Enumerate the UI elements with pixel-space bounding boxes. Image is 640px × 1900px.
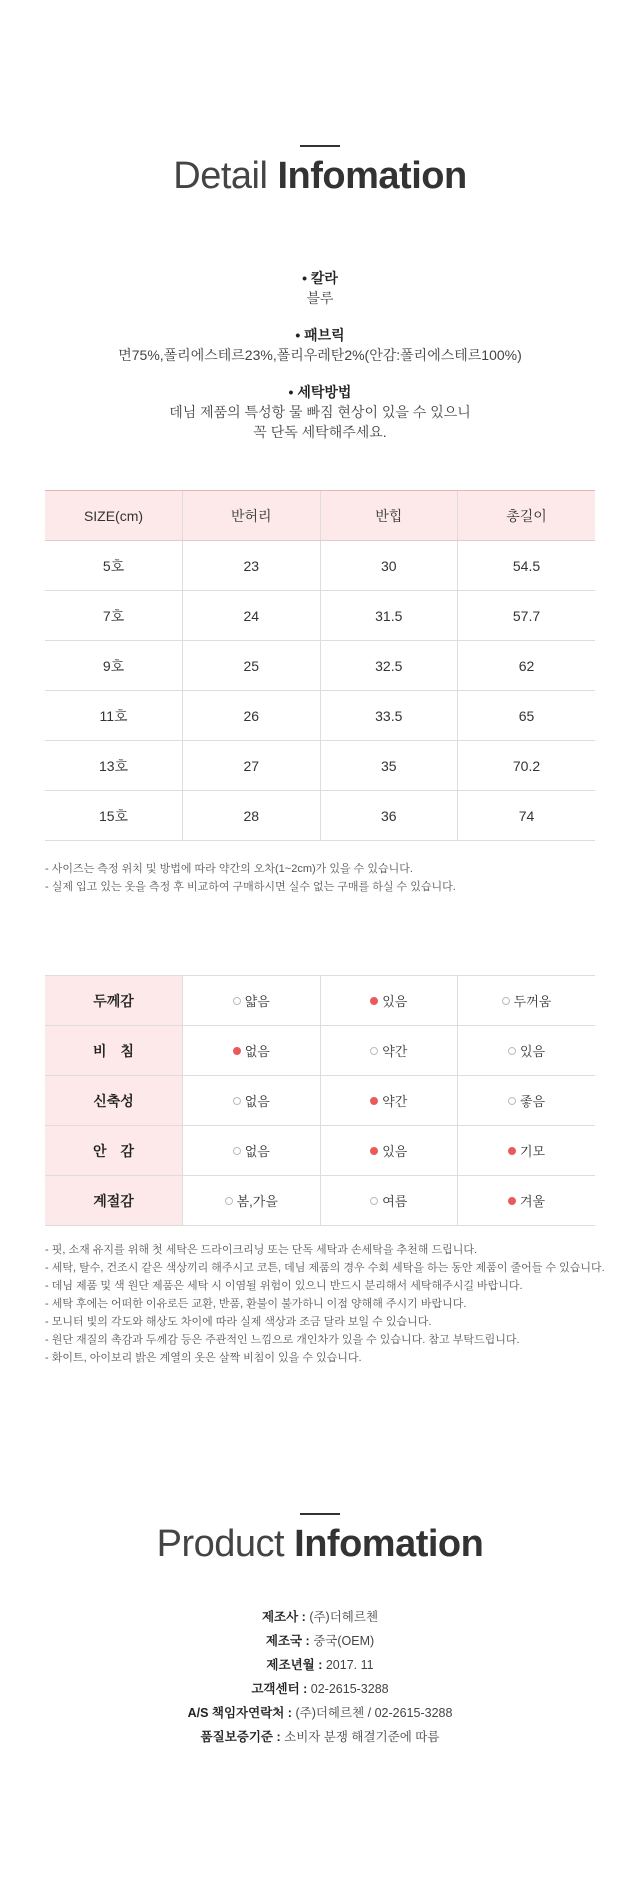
table-row bbox=[45, 591, 595, 641]
note-line: - 세탁, 탈수, 건조시 같은 색상끼리 해주시고 코튼, 데님 제품의 경우 수회 세탁을 하는 동안 제품이 줄어들 수 있습니다. bbox=[45, 1262, 605, 1274]
info-value: (주)더헤르첸 / 02-2615-3288 bbox=[291, 1706, 453, 1720]
detail-item-washing: • 세탁방법 데님 제품의 특성항 물 빠짐 현상이 있을 수 있으니 꼭 단독 세탁해주세요. bbox=[0, 382, 640, 442]
size-notes bbox=[45, 860, 605, 896]
size-cell: 13호 bbox=[45, 741, 183, 791]
hip-header: 반힙 bbox=[320, 491, 458, 541]
radio-dot-icon bbox=[508, 1097, 516, 1105]
product-info-row bbox=[0, 1653, 640, 1677]
product-info-row bbox=[0, 1725, 640, 1749]
hip-cell: 31.5 bbox=[320, 591, 458, 641]
product-title-light: Product bbox=[156, 1523, 285, 1565]
feel-label: 안 감 bbox=[45, 1126, 183, 1176]
detail-value: 블루 bbox=[306, 290, 334, 306]
detail-head: 패브릭 bbox=[304, 327, 345, 343]
size-cell: 7호 bbox=[45, 591, 183, 641]
info-label: 품질보증기준 : bbox=[200, 1730, 281, 1744]
note-line: - 사이즈는 측정 위치 및 방법에 따라 약간의 오차(1~2cm)가 있을 수 있습니다. bbox=[45, 863, 413, 875]
note-line: - 모니터 빛의 각도와 해상도 차이에 따라 실제 색상과 조금 달라 보일 수 있습니다. bbox=[45, 1316, 432, 1328]
info-value: (주)더헤르첸 bbox=[305, 1610, 379, 1624]
radio-dot-icon bbox=[508, 1047, 516, 1055]
table-row bbox=[45, 741, 595, 791]
fabric-feel-table bbox=[45, 975, 595, 1226]
radio-dot-icon bbox=[370, 997, 378, 1005]
table-row bbox=[45, 1176, 595, 1226]
length-header: 총길이 bbox=[458, 491, 596, 541]
waist-cell: 23 bbox=[183, 541, 321, 591]
note-line: - 화이트, 아이보리 밝은 계열의 옷은 살짝 비침이 있을 수 있습니다. bbox=[45, 1352, 362, 1364]
radio-dot-icon bbox=[502, 997, 510, 1005]
hip-cell: 32.5 bbox=[320, 641, 458, 691]
feel-option: 두꺼움 bbox=[513, 994, 552, 1009]
detail-value: 꼭 단독 세탁해주세요. bbox=[253, 424, 387, 440]
size-cell: 11호 bbox=[45, 691, 183, 741]
waist-cell: 28 bbox=[183, 791, 321, 841]
feel-label: 두께감 bbox=[45, 976, 183, 1026]
waist-cell: 24 bbox=[183, 591, 321, 641]
info-label: 제조국 : bbox=[265, 1634, 310, 1648]
detail-item-fabric: • 패브릭 면75%,폴리에스테르23%,폴리우레탄2%(안감:폴리에스테르100%) bbox=[0, 325, 640, 365]
feel-option: 있음 bbox=[519, 1044, 546, 1059]
feel-option: 겨울 bbox=[519, 1194, 546, 1209]
feel-label: 비 침 bbox=[45, 1026, 183, 1076]
size-header: SIZE(cm) bbox=[45, 491, 183, 541]
product-info-row bbox=[0, 1677, 640, 1701]
hip-cell: 35 bbox=[320, 741, 458, 791]
feel-option: 약간 bbox=[382, 1094, 408, 1109]
size-cell: 5호 bbox=[45, 541, 183, 591]
feel-option: 봄,가을 bbox=[236, 1194, 278, 1209]
feel-option: 없음 bbox=[244, 1144, 270, 1159]
radio-dot-icon bbox=[233, 997, 241, 1005]
radio-dot-icon bbox=[233, 1147, 241, 1155]
table-row bbox=[45, 791, 595, 841]
note-line: - 세탁 후에는 어떠한 이유로든 교환, 반품, 환불이 불가하니 이점 양해해 주시기 바랍니다. bbox=[45, 1298, 467, 1310]
radio-dot-icon bbox=[370, 1047, 378, 1055]
table-row bbox=[45, 1026, 595, 1076]
table-row bbox=[45, 1076, 595, 1126]
table-row bbox=[45, 641, 595, 691]
waist-cell: 27 bbox=[183, 741, 321, 791]
info-value: 2017. 11 bbox=[322, 1658, 374, 1672]
table-row bbox=[45, 541, 595, 591]
detail-item-color: • 칼라 블루 bbox=[0, 268, 640, 308]
info-value: 소비자 분쟁 해결기준에 따름 bbox=[280, 1730, 440, 1744]
note-line: - 데님 제품 및 색 원단 제품은 세탁 시 이염될 위험이 있으니 반드시 분리해서 세탁해주시길 바랍니다. bbox=[45, 1280, 523, 1292]
waist-cell: 26 bbox=[183, 691, 321, 741]
detail-head: 칼라 bbox=[310, 270, 338, 286]
note-line: - 핏, 소재 유지를 위해 첫 세탁은 드라이크리닝 또는 단독 세탁과 손세탁을 추천해 드립니다. bbox=[45, 1244, 478, 1256]
radio-dot-icon bbox=[370, 1097, 378, 1105]
info-label: A/S 책임자연락처 : bbox=[187, 1706, 292, 1720]
radio-dot-icon bbox=[233, 1097, 241, 1105]
feel-option: 기모 bbox=[519, 1144, 546, 1159]
length-cell: 70.2 bbox=[458, 741, 596, 791]
table-header-row bbox=[45, 491, 595, 541]
detail-title bbox=[0, 155, 640, 198]
feel-option: 좋음 bbox=[519, 1094, 546, 1109]
info-label: 고객센터 : bbox=[251, 1682, 308, 1696]
info-label: 제조사 : bbox=[261, 1610, 306, 1624]
length-cell: 62 bbox=[458, 641, 596, 691]
product-info-row bbox=[0, 1605, 640, 1629]
radio-dot-icon bbox=[508, 1147, 516, 1155]
length-cell: 57.7 bbox=[458, 591, 596, 641]
size-cell: 9호 bbox=[45, 641, 183, 691]
feel-label: 계절감 bbox=[45, 1176, 183, 1226]
detail-value: 면75%,폴리에스테르23%,폴리우레탄2%(안감:폴리에스테르100%) bbox=[118, 347, 522, 363]
length-cell: 54.5 bbox=[458, 541, 596, 591]
length-cell: 74 bbox=[458, 791, 596, 841]
waist-cell: 25 bbox=[183, 641, 321, 691]
feel-label: 신축성 bbox=[45, 1076, 183, 1126]
detail-value: 데님 제품의 특성항 물 빠짐 현상이 있을 수 있으니 bbox=[169, 404, 471, 420]
section-divider bbox=[300, 145, 340, 147]
hip-cell: 30 bbox=[320, 541, 458, 591]
feel-option: 얇음 bbox=[244, 994, 270, 1009]
feel-option: 여름 bbox=[382, 1194, 408, 1209]
table-row bbox=[45, 976, 595, 1026]
waist-header: 반허리 bbox=[183, 491, 321, 541]
hip-cell: 33.5 bbox=[320, 691, 458, 741]
detail-title-bold: Infomation bbox=[277, 155, 467, 197]
detail-head: 세탁방법 bbox=[297, 384, 352, 400]
info-value: 중국(OEM) bbox=[309, 1634, 375, 1648]
product-info bbox=[0, 1605, 640, 1749]
radio-dot-icon bbox=[370, 1197, 378, 1205]
info-value: 02-2615-3288 bbox=[307, 1682, 389, 1696]
hip-cell: 36 bbox=[320, 791, 458, 841]
feel-option: 있음 bbox=[382, 994, 408, 1009]
care-notes bbox=[45, 1241, 605, 1367]
feel-option: 없음 bbox=[244, 1044, 270, 1059]
table-row bbox=[45, 691, 595, 741]
section-divider bbox=[300, 1513, 340, 1515]
info-label: 제조년월 : bbox=[266, 1658, 323, 1672]
size-cell: 15호 bbox=[45, 791, 183, 841]
table-row bbox=[45, 1126, 595, 1176]
product-info-row bbox=[0, 1629, 640, 1653]
feel-option: 있음 bbox=[382, 1144, 408, 1159]
note-line: - 실제 입고 있는 옷을 측정 후 비교하여 구매하시면 실수 없는 구매를 하실 수 있습니다. bbox=[45, 881, 456, 893]
length-cell: 65 bbox=[458, 691, 596, 741]
feel-option: 약간 bbox=[382, 1044, 408, 1059]
product-info-row bbox=[0, 1701, 640, 1725]
feel-option: 없음 bbox=[244, 1094, 270, 1109]
radio-dot-icon bbox=[225, 1197, 233, 1205]
size-table bbox=[45, 490, 595, 841]
product-title bbox=[0, 1523, 640, 1566]
radio-dot-icon bbox=[508, 1197, 516, 1205]
detail-title-light: Detail bbox=[173, 155, 268, 197]
note-line: - 원단 재질의 촉감과 두께감 등은 주관적인 느낌으로 개인차가 있을 수 있습니다. 참고 부탁드립니다. bbox=[45, 1334, 520, 1346]
radio-dot-icon bbox=[370, 1147, 378, 1155]
radio-dot-icon bbox=[233, 1047, 241, 1055]
product-title-bold: Infomation bbox=[294, 1523, 484, 1565]
